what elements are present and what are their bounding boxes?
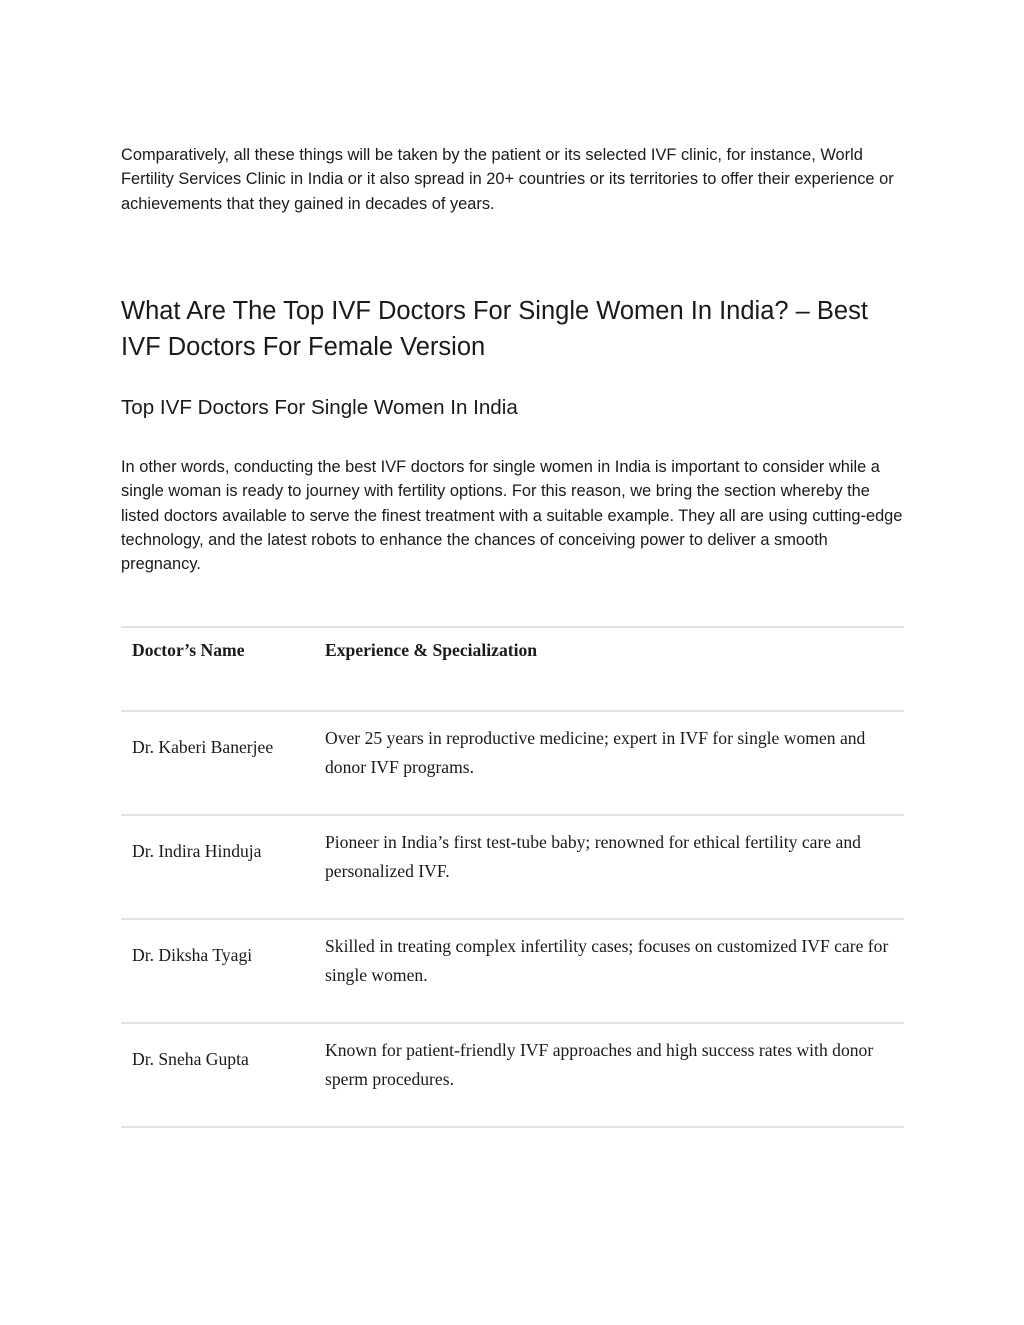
doctor-name-cell (121, 919, 314, 1023)
doctor-name: Dr. Indira Hinduja (132, 841, 262, 861)
doctor-details-cell (314, 711, 904, 815)
intro-paragraph: Comparatively, all these things will be taken by the patient or its selected IVF clinic, for instance, World Fertility Services Clinic in India or it also spread in 20+ countries or its territories to offer their experience or achievements that they gained in decades of years. (121, 146, 894, 213)
table-row (121, 815, 904, 919)
main-heading: What Are The Top IVF Doctors For Single Women In India? – Best IVF Doctors For Female Version (121, 297, 868, 361)
doctor-name-cell (121, 1023, 314, 1127)
doctor-details: Pioneer in India’s first test-tube baby; renowned for ethical fertility care and personalized IVF. (325, 831, 861, 881)
table-row (121, 711, 904, 815)
doctor-name-cell (121, 815, 314, 919)
column-header-experience: Experience & Specialization (314, 627, 904, 711)
doctor-name: Dr. Diksha Tyagi (132, 945, 253, 965)
doctor-name: Dr. Sneha Gupta (132, 1049, 249, 1069)
doctor-details: Over 25 years in reproductive medicine; expert in IVF for single women and donor IVF programs. (325, 727, 866, 777)
doctor-details-cell (314, 919, 904, 1023)
body-paragraph: In other words, conducting the best IVF doctors for single women in India is important to consider while a single woman is ready to journey with fertility options. For this reason, we bring the section whereby the listed doctors available to serve the finest treatment with a suitable example. They all are using cutting-edge technology, and the latest robots to enhance the chances of conceiving power to deliver a smooth pregnancy. (121, 458, 903, 574)
doctors-table (121, 626, 904, 1128)
doctor-name: Dr. Kaberi Banerjee (132, 737, 274, 757)
doctor-details-cell (314, 1023, 904, 1127)
table-row (121, 919, 904, 1023)
doctor-name-cell (121, 711, 314, 815)
doctor-details-cell (314, 815, 904, 919)
table-header-row (121, 627, 904, 711)
sub-heading: Top IVF Doctors For Single Women In India (121, 396, 518, 419)
column-header-name: Doctor’s Name (121, 627, 314, 711)
table-row (121, 1023, 904, 1127)
doctor-details: Skilled in treating complex infertility cases; focuses on customized IVF care for single women. (325, 935, 889, 985)
doctor-details: Known for patient-friendly IVF approaches and high success rates with donor sperm procedures. (325, 1039, 874, 1089)
